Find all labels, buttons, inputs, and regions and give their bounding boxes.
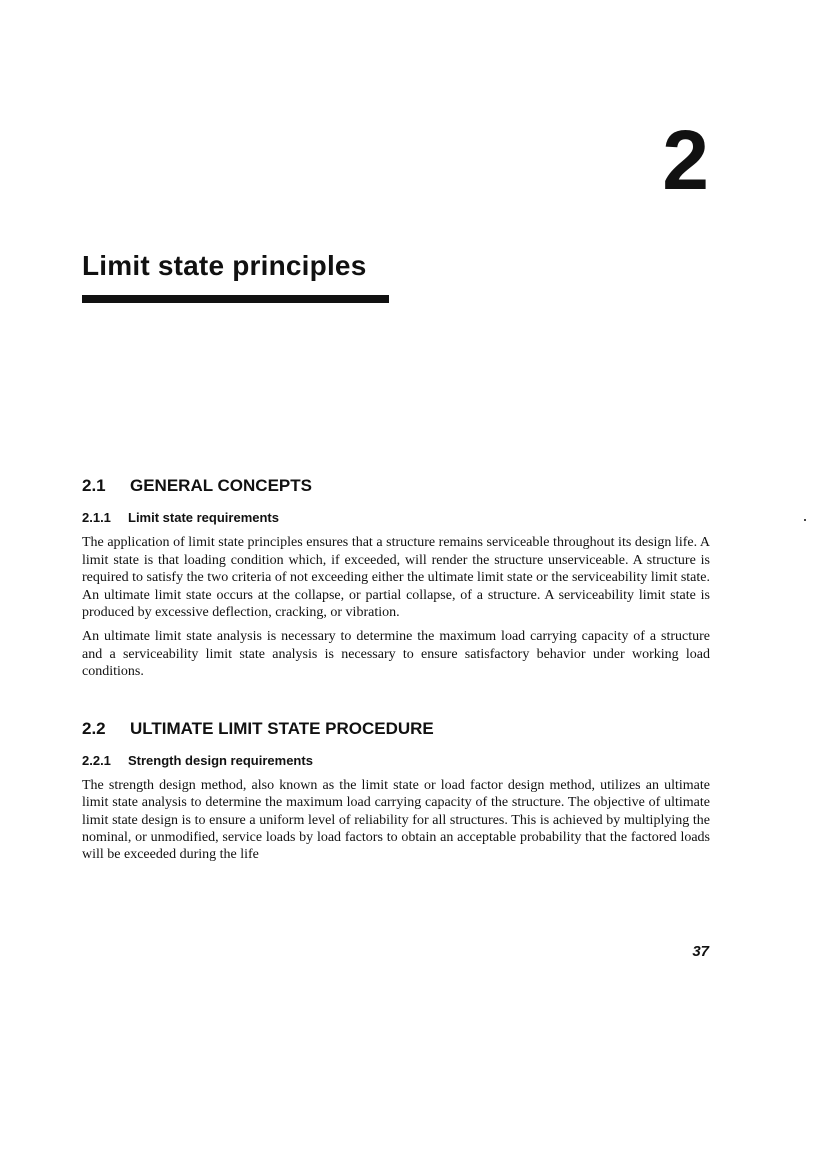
chapter-title: Limit state principles — [82, 250, 367, 281]
subsection-heading-2-2-1 — [82, 753, 710, 770]
page-number: 37 — [692, 943, 709, 960]
section-heading-2-2 — [82, 719, 710, 739]
section-title: ULTIMATE LIMIT STATE PROCEDURE — [130, 718, 434, 738]
subsection-heading-2-1-1 — [82, 510, 710, 527]
paragraph: The application of limit state principles ensures that a structure remains serviceable throughout its design life. A limit state is that loading condition which, if exceeded, will render the structure unserviceable. A structure is required to satisfy the two criteria of not exceeding either the ultimate limit state or the serviceability limit state. An ultimate limit state occurs at the collapse, or partial collapse, of a structure. A serviceability limit state is produced by excessive deflection, cracking, or vibration. — [82, 535, 710, 620]
subsection-title: Limit state requirements — [128, 510, 279, 526]
section-number: 2.2 — [82, 718, 106, 738]
subsection-number: 2.2.1 — [82, 752, 111, 768]
paragraph: The strength design method, also known as the limit state or load factor design method, utilizes an ultimate limit state analysis to determine the maximum load carrying capacity of the structure. The objective of ultimate limit state design is to ensure a uniform level of reliability for all structures. This is achieved by multiplying the nominal, or unmodified, service loads by load factors to obtain an acceptable probability that the factored loads will be exceeded during the life — [82, 777, 710, 863]
section-title: GENERAL CONCEPTS — [130, 476, 312, 495]
title-rule — [82, 295, 389, 303]
page-content — [82, 476, 710, 871]
subsection-title: Strength design requirements — [128, 752, 313, 768]
section-gap — [82, 688, 710, 719]
section-number: 2.1 — [82, 476, 106, 495]
chapter-number: 2 — [662, 113, 709, 207]
speck — [804, 519, 806, 521]
subsection-number: 2.1.1 — [82, 510, 111, 526]
section-heading-2-1 — [82, 476, 710, 496]
paragraph: An ultimate limit state analysis is necessary to determine the maximum load carrying capacity of a structure and a serviceability limit state analysis is necessary to ensure satisfactory behavior under working load conditions. — [82, 629, 710, 680]
